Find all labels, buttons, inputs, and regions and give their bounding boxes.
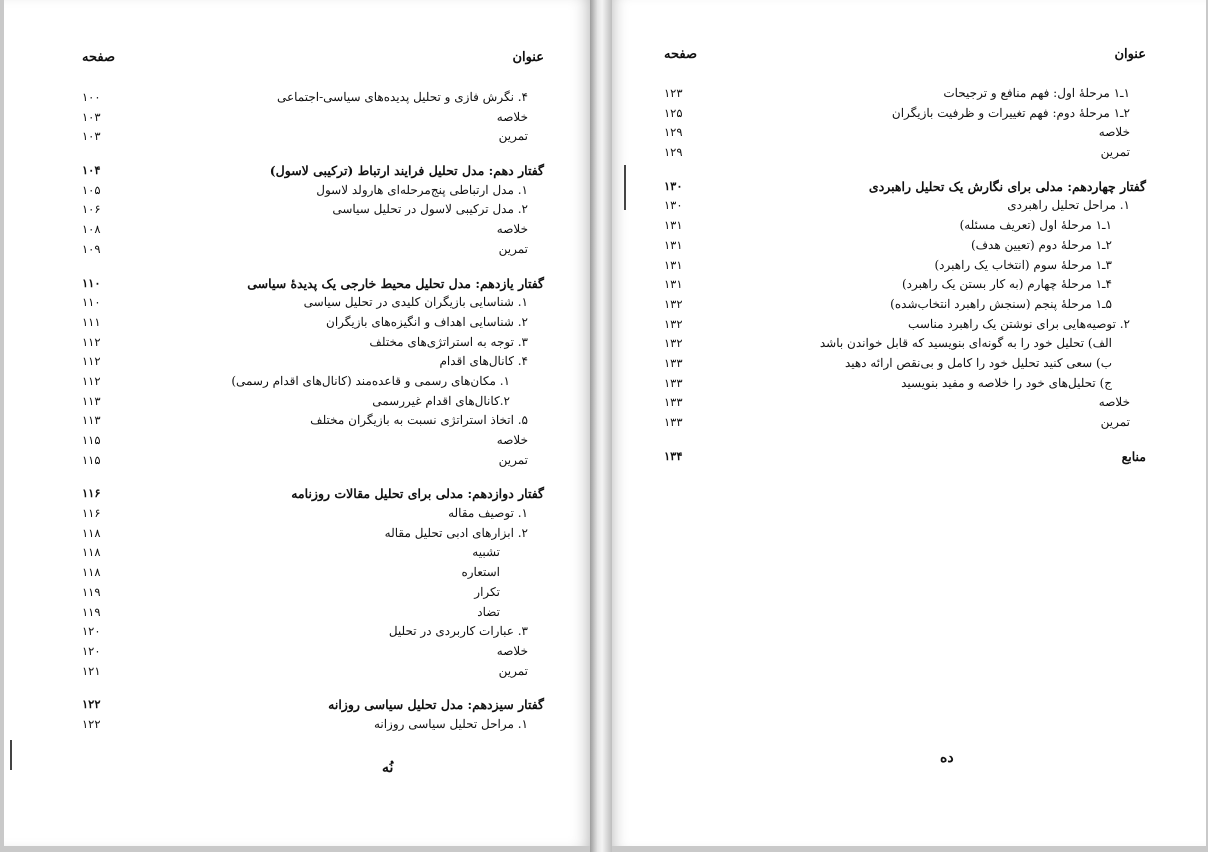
toc-entry [82, 642, 544, 662]
toc-entry-page: ۱۱۲ [82, 354, 101, 369]
toc-entry-page: ۱۱۸ [82, 565, 101, 580]
toc-entry [664, 123, 1146, 143]
toc-entry [82, 603, 544, 623]
toc-entry-title: ۱. مراحل تحلیل سیاسی روزانه [373, 716, 528, 731]
toc-entry [82, 715, 544, 735]
toc-entry-title: خلاصه [496, 109, 528, 124]
toc-entry-page: ۱۲۹ [664, 145, 683, 160]
toc-entry-page: ۱۱۸ [82, 545, 101, 560]
toc-entry [664, 236, 1146, 256]
toc-entry [664, 196, 1146, 216]
toc-entry-page: ۱۱۹ [82, 584, 101, 599]
toc-entry-title: ۱. مراحل تحلیل راهبردی [1007, 198, 1130, 213]
toc-entry-page: ۱۳۲ [664, 316, 683, 331]
toc-entry-title: تشبیه [472, 545, 500, 560]
toc-entry [664, 256, 1146, 276]
title-column-label: عنوان [512, 50, 544, 65]
page-column-label: صفحه [664, 47, 697, 62]
toc-entry [82, 504, 544, 524]
toc-entry-title: ۲. توصیه‌هایی برای نوشتن یک راهبرد مناسب [908, 316, 1130, 331]
toc-entry-title: ۲. ابزارهای ادبی تحلیل مقاله [384, 525, 528, 540]
toc-entry-title: تمرین [498, 452, 528, 467]
toc-entry-title: تضاد [477, 604, 500, 619]
toc-entry-title: گفتار سیزدهم: مدل تحلیل سیاسی روزانه [328, 697, 544, 713]
toc-entry [664, 354, 1146, 374]
toc-entry-title: خلاصه [1098, 125, 1130, 140]
toc-entry-title: تمرین [1100, 415, 1130, 429]
toc-entry-title: ۴. کانال‌های اقدام [439, 354, 528, 369]
toc-entry-title: تمرین [498, 663, 528, 678]
toc-entry-page: ۱۱۵ [82, 452, 101, 467]
toc-entry-page: ۱۳۳ [664, 395, 683, 410]
page-folio: ده [940, 750, 954, 766]
toc-entry [664, 315, 1146, 335]
toc-entry [82, 88, 544, 108]
toc-entry-title: ۴. نگرش فازی و تحلیل پدیده‌های سیاسی-اجتماعی [276, 90, 528, 104]
toc-entry-page: ۱۳۲ [664, 336, 683, 351]
toc-entry-page: ۱۱۰ [82, 295, 101, 310]
toc-entry-title: خلاصه [1098, 395, 1130, 410]
toc-entry [82, 181, 544, 201]
toc-entry-page: ۱۰۵ [82, 182, 101, 197]
toc-entry [82, 622, 544, 642]
left-page-content [82, 0, 544, 846]
toc-entry [664, 334, 1146, 354]
book-spine [590, 0, 612, 852]
toc-entry-page: ۱۲۵ [664, 105, 683, 120]
title-column-label: عنوان [1114, 47, 1146, 62]
toc-entry-page: ۱۳۳ [664, 375, 683, 390]
toc-chapter-entry [82, 274, 544, 294]
toc-entry-title: ۵ـ۱ مرحلهٔ پنجم (سنجش راهبرد انتخاب‌شده) [890, 296, 1112, 311]
toc-entry-title: ۱ـ۱ مرحلهٔ اول: فهم منافع و ترجیحات [943, 86, 1130, 100]
toc-entry-page: ۱۰۰ [82, 90, 101, 104]
toc-entry [664, 393, 1146, 413]
toc-entry-page: ۱۱۱ [82, 314, 101, 329]
toc-entry [82, 352, 544, 372]
toc-entry-page: ۱۳۱ [664, 237, 683, 252]
toc-entry [82, 220, 544, 240]
toc-header [82, 50, 544, 70]
toc-chapter-entry [664, 447, 1146, 467]
toc-entry [82, 543, 544, 563]
toc-entry [664, 295, 1146, 315]
toc-entry [664, 413, 1146, 433]
toc-entry-page: ۱۱۲ [82, 373, 101, 388]
toc-entry-title: گفتار دوازدهم: مدلی برای تحلیل مقالات روزنامه [291, 486, 544, 502]
toc-entry-page: ۱۲۰ [82, 643, 101, 658]
toc-entry-title: خلاصه [496, 643, 528, 658]
toc-entry-title: تکرار [474, 584, 500, 599]
toc-entry-page: ۱۰۳ [82, 109, 101, 124]
toc-entry [82, 662, 544, 682]
toc-entry [82, 411, 544, 431]
toc-entry [664, 275, 1146, 295]
toc-entry-title: ب) سعی کنید تحلیل خود را کامل و بی‌نقص ارائه دهید [844, 355, 1112, 370]
toc-entry-page: ۱۱۰ [82, 275, 101, 290]
toc-entry [82, 563, 544, 583]
toc-entry-page: ۱۱۶ [82, 506, 101, 521]
left-page [4, 0, 592, 846]
page-folio: نُه [382, 760, 394, 776]
toc-entry-page: ۱۰۶ [82, 202, 101, 217]
toc-entry [82, 372, 544, 392]
toc-entry-title: تمرین [498, 129, 528, 144]
toc-entry-page: ۱۳۱ [664, 277, 683, 292]
toc-entry-title: ۱. مکان‌های رسمی و قاعده‌مند (کانال‌های اقدام رسمی) [231, 373, 510, 388]
toc-chapter-entry [82, 161, 544, 181]
toc-entry-page: ۱۰۸ [82, 222, 101, 237]
toc-entry-page: ۱۱۶ [82, 486, 101, 501]
toc-entry-page: ۱۰۴ [82, 163, 101, 178]
toc-entry [82, 240, 544, 260]
toc-entry-title: ۴ـ۱ مرحلهٔ چهارم (به کار بستن یک راهبرد) [901, 277, 1112, 292]
toc-entry-page: ۱۱۳ [82, 393, 101, 408]
toc-entry [82, 127, 544, 147]
toc-entry-title: الف) تحلیل خود را به گونه‌ای بنویسید که قابل خواندن باشد [819, 336, 1112, 351]
toc-entry-page: ۱۳۳ [664, 415, 683, 429]
toc-entry [82, 431, 544, 451]
toc-entry-page: ۱۱۲ [82, 334, 101, 349]
toc-entry-page: ۱۲۲ [82, 697, 101, 712]
toc-entry-title: ۲.کانال‌های اقدام غیررسمی [372, 393, 510, 408]
toc-entry-page: ۱۳۱ [664, 218, 683, 233]
toc-entry [82, 333, 544, 353]
toc-entry [664, 104, 1146, 124]
page-edge-mark [624, 165, 626, 210]
toc-entry-title: ۱. شناسایی بازیگران کلیدی در تحلیل سیاسی [303, 295, 528, 310]
toc-entry-title: ۲. شناسایی اهداف و انگیزه‌های بازیگران [326, 314, 528, 329]
toc-entry-title: ج) تحلیل‌های خود را خلاصه و مفید بنویسید [901, 375, 1112, 390]
toc-entry-page: ۱۱۸ [82, 525, 101, 540]
toc-entry-page: ۱۲۲ [82, 716, 101, 731]
page-column-label: صفحه [82, 50, 115, 65]
toc-entry-page: ۱۲۹ [664, 125, 683, 140]
toc-entry-title: ۳. توجه به استراتژی‌های مختلف [369, 334, 528, 349]
toc-entry-title: استعاره [461, 565, 500, 580]
toc-entry-page: ۱۲۱ [82, 663, 101, 678]
toc-entry-title: گفتار یازدهم: مدل تحلیل محیط خارجی یک پدیدهٔ سیاسی [247, 275, 544, 291]
toc-entry-title: ۳. عبارات کاربردی در تحلیل [388, 624, 528, 639]
toc-list [82, 88, 544, 735]
toc-entry-page: ۱۰۹ [82, 241, 101, 256]
toc-entry-page: ۱۳۲ [664, 296, 683, 311]
page-edge-mark [10, 740, 12, 770]
toc-entry-page: ۱۳۰ [664, 178, 683, 193]
toc-entry-title: ۵. اتخاذ استراتژی نسبت به بازیگران مختلف [310, 413, 528, 428]
toc-entry-title: ۲ـ۱ مرحلهٔ دوم: فهم تغییرات و ظرفیت بازیگران [891, 105, 1130, 120]
toc-entry-title: ۲. مدل ترکیبی لاسول در تحلیل سیاسی [332, 202, 528, 217]
toc-entry [82, 392, 544, 412]
toc-header [664, 47, 1146, 67]
toc-entry-title: گفتار دهم: مدل تحلیل فرایند ارتباط (ترکیبی لاسول) [269, 163, 544, 179]
toc-entry-page: ۱۳۰ [664, 198, 683, 213]
toc-entry-title: ۱. مدل ارتباطی پنج‌مرحله‌ای هارولد لاسول [316, 182, 528, 197]
toc-entry-page: ۱۲۰ [82, 624, 101, 639]
toc-entry-page: ۱۰۳ [82, 129, 101, 144]
toc-entry [664, 216, 1146, 236]
toc-entry [82, 200, 544, 220]
toc-entry-title: منابع [1121, 448, 1146, 464]
toc-entry [664, 84, 1146, 104]
toc-entry-title: خلاصه [496, 433, 528, 447]
toc-entry-page: ۱۲۳ [664, 86, 683, 100]
toc-list [664, 84, 1146, 466]
toc-chapter-entry [664, 177, 1146, 197]
right-page [612, 0, 1206, 846]
toc-entry-page: ۱۱۳ [82, 413, 101, 428]
toc-entry-title: تمرین [1100, 145, 1130, 160]
toc-entry [82, 108, 544, 128]
toc-entry-title: ۱ـ۱ مرحلهٔ اول (تعریف مسئله) [959, 218, 1112, 233]
toc-chapter-entry [82, 695, 544, 715]
toc-entry-page: ۱۱۵ [82, 433, 101, 447]
toc-entry-page: ۱۱۹ [82, 604, 101, 619]
right-page-content [664, 0, 1146, 846]
toc-entry-title: ۱. توصیف مقاله [448, 506, 528, 521]
toc-entry [664, 143, 1146, 163]
toc-entry-title: گفتار چهاردهم: مدلی برای نگارش یک تحلیل راهبردی [868, 178, 1146, 194]
toc-entry [664, 374, 1146, 394]
toc-entry-page: ۱۳۱ [664, 257, 683, 272]
toc-entry-title: ۲ـ۱ مرحلهٔ دوم (تعیین هدف) [970, 237, 1112, 252]
toc-entry [82, 583, 544, 603]
toc-entry-title: تمرین [498, 241, 528, 256]
toc-entry [82, 451, 544, 471]
toc-entry-title: خلاصه [496, 222, 528, 237]
toc-entry [82, 524, 544, 544]
toc-entry-page: ۱۳۳ [664, 355, 683, 370]
toc-entry [82, 313, 544, 333]
toc-entry [82, 293, 544, 313]
toc-entry-title: ۳ـ۱ مرحلهٔ سوم (انتخاب یک راهبرد) [934, 257, 1112, 272]
toc-entry-page: ۱۳۴ [664, 448, 683, 463]
toc-chapter-entry [82, 484, 544, 504]
